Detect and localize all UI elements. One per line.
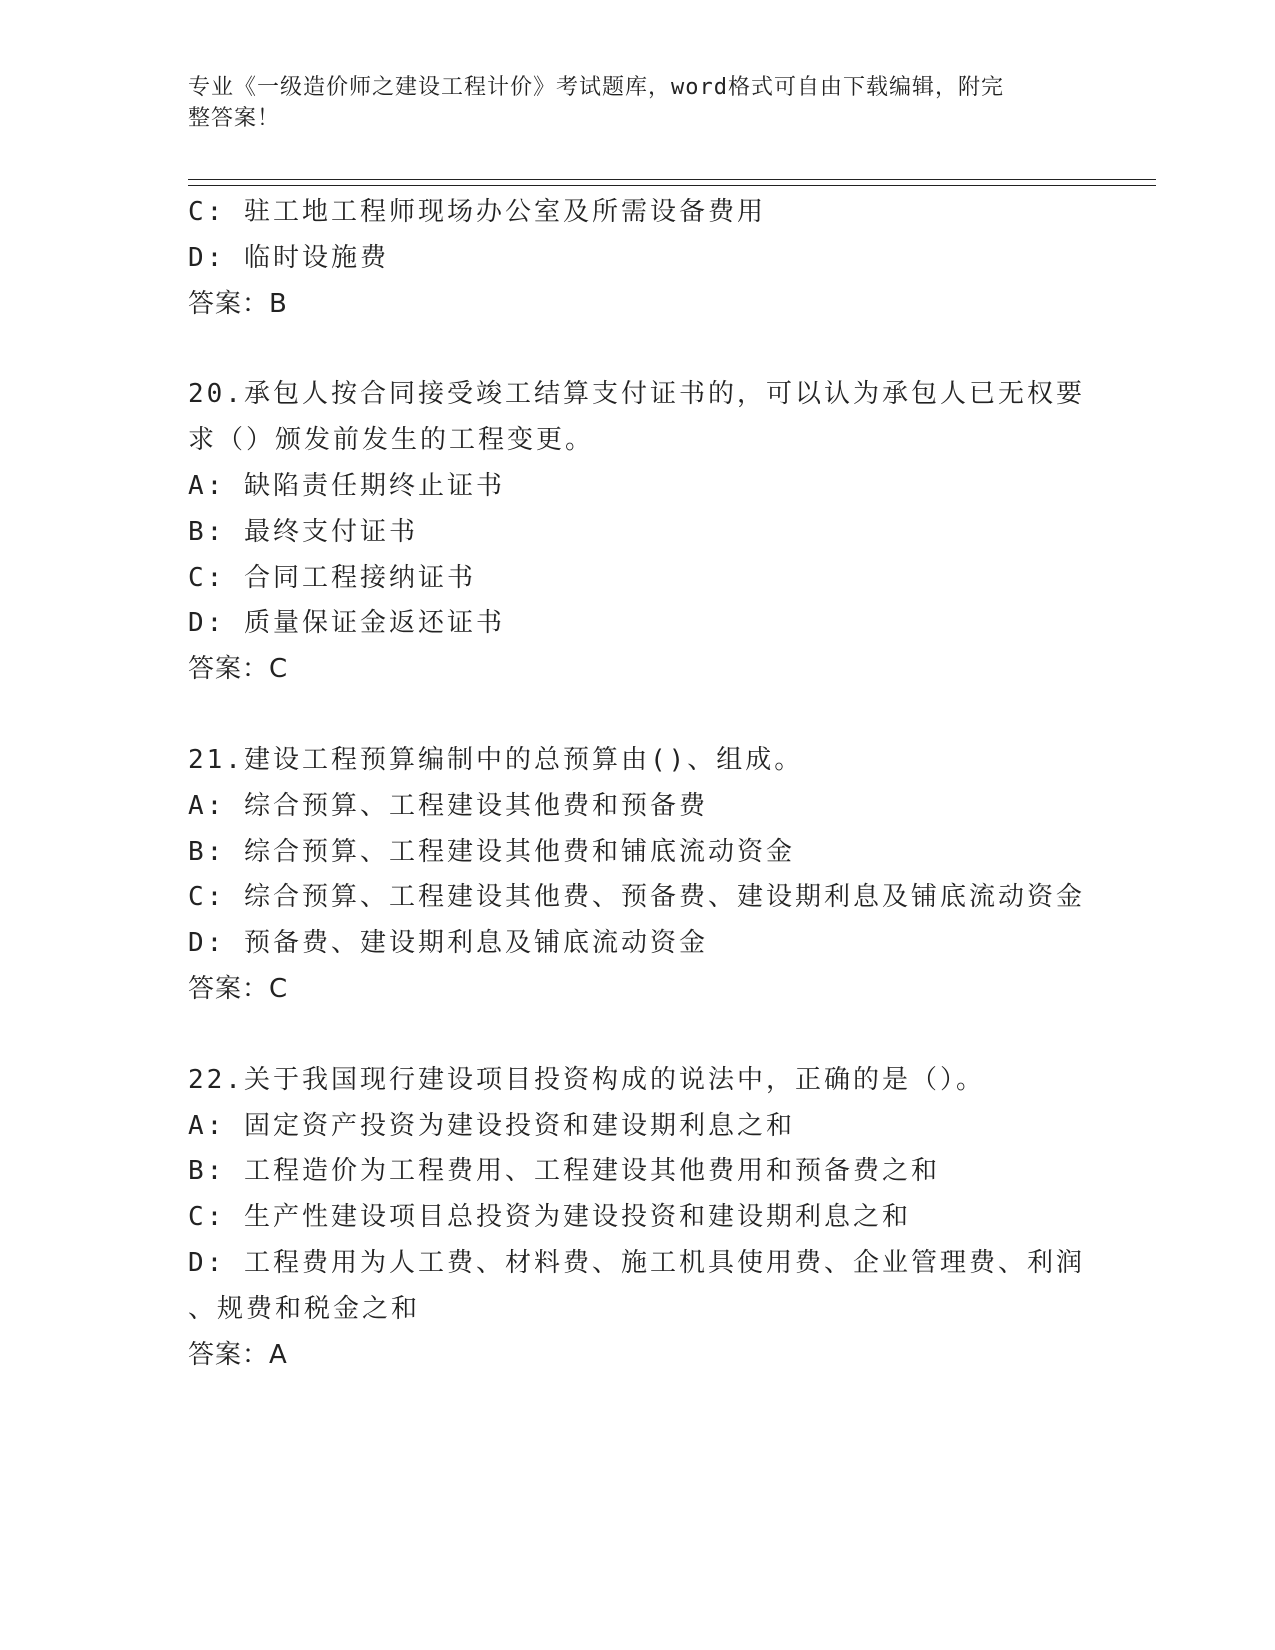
option-a: A: 综合预算、工程建设其他费和预备费 [188, 790, 708, 821]
question-22 [188, 1058, 1088, 1379]
option-a: A: 缺陷责任期终止证书 [188, 470, 505, 501]
question-text-line-1: 21.建设工程预算编制中的总预算由()、组成。 [188, 744, 804, 775]
option-c: C: 合同工程接纳证书 [188, 562, 476, 593]
option-c: C: 生产性建设项目总投资为建设投资和建设期利息之和 [188, 1202, 911, 1233]
option-b: B: 工程造价为工程费用、工程建设其他费用和预备费之和 [188, 1156, 940, 1187]
option-d: D: 临时设施费 [188, 242, 389, 273]
header-line-2: 整答案！ [188, 106, 281, 131]
option-c: C: 驻工地工程师现场办公室及所需设备费用 [188, 197, 766, 227]
answer: 答案：A [188, 1339, 288, 1370]
answer: 答案：B [188, 288, 288, 319]
document-header [188, 72, 1078, 134]
option-b: B: 综合预算、工程建设其他费和铺底流动资金 [188, 836, 795, 867]
question-text-line-1: 20.承包人按合同接受竣工结算支付证书的，可以认为承包人已无权要 [188, 379, 1085, 410]
question-20 [188, 372, 1088, 693]
option-a: A: 固定资产投资为建设投资和建设期利息之和 [188, 1110, 795, 1141]
question-text-line-1: 22.关于我国现行建设项目投资构成的说法中，正确的是（）。 [188, 1064, 985, 1095]
option-d: D: 质量保证金返还证书 [188, 608, 505, 639]
option-b: B: 最终支付证书 [188, 516, 418, 547]
answer: 答案：C [188, 973, 289, 1004]
header-divider [188, 179, 1156, 186]
question-list [188, 190, 1088, 1378]
option-c: C: 综合预算、工程建设其他费、预备费、建设期利息及铺底流动资金 [188, 882, 1085, 913]
question-19-continued [188, 190, 1088, 327]
answer: 答案：C [188, 654, 289, 685]
header-line-1: 专业《一级造价师之建设工程计价》考试题库，word格式可自由下载编辑，附完 [188, 75, 1004, 100]
question-21 [188, 738, 1088, 1013]
question-text-line-2: 求（）颁发前发生的工程变更。 [188, 425, 595, 456]
option-d: D: 预备费、建设期利息及铺底流动资金 [188, 928, 708, 959]
option-d-continuation: 、规费和税金之和 [188, 1293, 421, 1324]
option-d: D: 工程费用为人工费、材料费、施工机具使用费、企业管理费、利润 [188, 1247, 1085, 1278]
